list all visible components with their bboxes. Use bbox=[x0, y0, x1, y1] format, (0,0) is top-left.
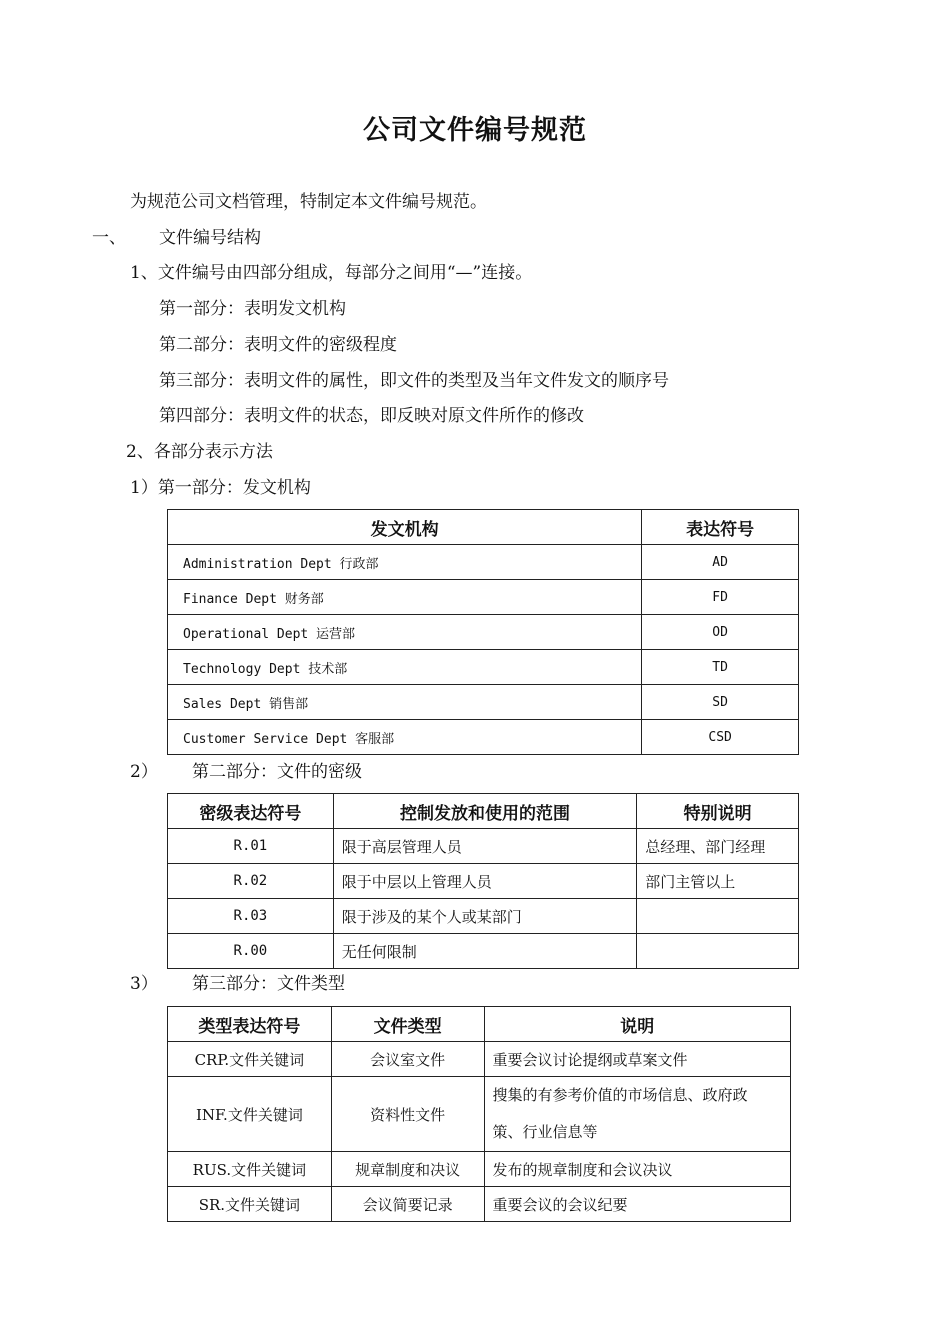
table-row bbox=[168, 934, 799, 969]
item1-text: 1、文件编号由四部分组成，每部分之间用“—”连接。 bbox=[130, 263, 533, 283]
issuing-dept-table bbox=[167, 509, 799, 755]
header-cell: 密级表达符号 bbox=[168, 794, 334, 829]
confidentiality-table bbox=[167, 793, 799, 969]
table-row bbox=[168, 685, 799, 720]
level-code-cell: R.00 bbox=[168, 934, 334, 969]
sub3-number: 3） bbox=[130, 974, 158, 994]
note-cell bbox=[637, 899, 799, 934]
sub2-label: 第二部分：文件的密级 bbox=[192, 762, 362, 782]
note-cell: 总经理、部门经理 bbox=[637, 829, 799, 864]
dept-code-cell: CSD bbox=[642, 720, 799, 755]
table-row bbox=[168, 1152, 791, 1187]
part-line-2: 第二部分：表明文件的密级程度 bbox=[159, 335, 397, 355]
scope-cell: 限于涉及的某个人或某部门 bbox=[333, 899, 636, 934]
type-code-cell: CRP.文件关键词 bbox=[168, 1042, 332, 1077]
dept-name-cell: Technology Dept 技术部 bbox=[168, 650, 642, 685]
note-cell bbox=[637, 934, 799, 969]
table-row bbox=[168, 1187, 791, 1222]
description-cell: 发布的规章制度和会议决议 bbox=[484, 1152, 790, 1187]
dept-name-cell: Sales Dept 销售部 bbox=[168, 685, 642, 720]
header-cell: 类型表达符号 bbox=[168, 1007, 332, 1042]
table-row bbox=[168, 899, 799, 934]
dept-name-cell: Administration Dept 行政部 bbox=[168, 545, 642, 580]
part-line-1: 第一部分：表明发文机构 bbox=[159, 299, 346, 319]
sub1-label: 1）第一部分：发文机构 bbox=[130, 478, 311, 498]
scope-cell: 无任何限制 bbox=[333, 934, 636, 969]
header-cell: 说明 bbox=[484, 1007, 790, 1042]
table-row bbox=[168, 545, 799, 580]
note-cell: 部门主管以上 bbox=[637, 864, 799, 899]
type-code-cell: RUS.文件关键词 bbox=[168, 1152, 332, 1187]
type-code-cell: INF.文件关键词 bbox=[168, 1077, 332, 1152]
file-type-table bbox=[167, 1006, 791, 1222]
part-line-4: 第四部分：表明文件的状态，即反映对原文件所作的修改 bbox=[159, 406, 584, 426]
item2-text: 2、各部分表示方法 bbox=[126, 442, 273, 462]
table-row bbox=[168, 1042, 791, 1077]
table-header-row bbox=[168, 510, 799, 545]
table-row bbox=[168, 829, 799, 864]
description-line-1: 搜集的有参考价值的市场信息、政府政 bbox=[492, 1086, 748, 1104]
sub2-number: 2） bbox=[130, 762, 158, 782]
type-name-cell: 规章制度和决议 bbox=[331, 1152, 484, 1187]
description-cell: 重要会议讨论提纲或草案文件 bbox=[484, 1042, 790, 1077]
dept-code-cell: AD bbox=[642, 545, 799, 580]
dept-code-cell: SD bbox=[642, 685, 799, 720]
table-row bbox=[168, 615, 799, 650]
part-line-3: 第三部分：表明文件的属性，即文件的类型及当年文件发文的顺序号 bbox=[159, 371, 669, 391]
dept-name-cell: Operational Dept 运营部 bbox=[168, 615, 642, 650]
table-header-row bbox=[168, 1007, 791, 1042]
dept-name-cell: Finance Dept 财务部 bbox=[168, 580, 642, 615]
header-cell: 控制发放和使用的范围 bbox=[333, 794, 636, 829]
type-name-cell: 资料性文件 bbox=[331, 1077, 484, 1152]
description-cell bbox=[484, 1077, 790, 1152]
header-cell: 文件类型 bbox=[331, 1007, 484, 1042]
dept-code-cell: TD bbox=[642, 650, 799, 685]
table-row bbox=[168, 720, 799, 755]
dept-code-cell: FD bbox=[642, 580, 799, 615]
header-cell: 发文机构 bbox=[168, 510, 642, 545]
dept-name-cell: Customer Service Dept 客服部 bbox=[168, 720, 642, 755]
table-row bbox=[168, 580, 799, 615]
level-code-cell: R.02 bbox=[168, 864, 334, 899]
section1-number: 一、 bbox=[92, 228, 126, 248]
scope-cell: 限于高层管理人员 bbox=[333, 829, 636, 864]
table-header-row bbox=[168, 794, 799, 829]
table-row bbox=[168, 864, 799, 899]
document-title: 公司文件编号规范 bbox=[363, 115, 587, 146]
type-name-cell: 会议简要记录 bbox=[331, 1187, 484, 1222]
description-cell: 重要会议的会议纪要 bbox=[484, 1187, 790, 1222]
header-cell: 表达符号 bbox=[642, 510, 799, 545]
header-cell: 特别说明 bbox=[637, 794, 799, 829]
dept-code-cell: OD bbox=[642, 615, 799, 650]
description-line-2: 策、行业信息等 bbox=[492, 1123, 598, 1141]
sub3-label: 第三部分：文件类型 bbox=[192, 974, 345, 994]
intro-paragraph: 为规范公司文档管理，特制定本文件编号规范。 bbox=[130, 192, 487, 212]
level-code-cell: R.01 bbox=[168, 829, 334, 864]
table-row bbox=[168, 1077, 791, 1152]
scope-cell: 限于中层以上管理人员 bbox=[333, 864, 636, 899]
table-row bbox=[168, 650, 799, 685]
section1-heading: 文件编号结构 bbox=[159, 228, 261, 248]
type-code-cell: SR.文件关键词 bbox=[168, 1187, 332, 1222]
level-code-cell: R.03 bbox=[168, 899, 334, 934]
type-name-cell: 会议室文件 bbox=[331, 1042, 484, 1077]
